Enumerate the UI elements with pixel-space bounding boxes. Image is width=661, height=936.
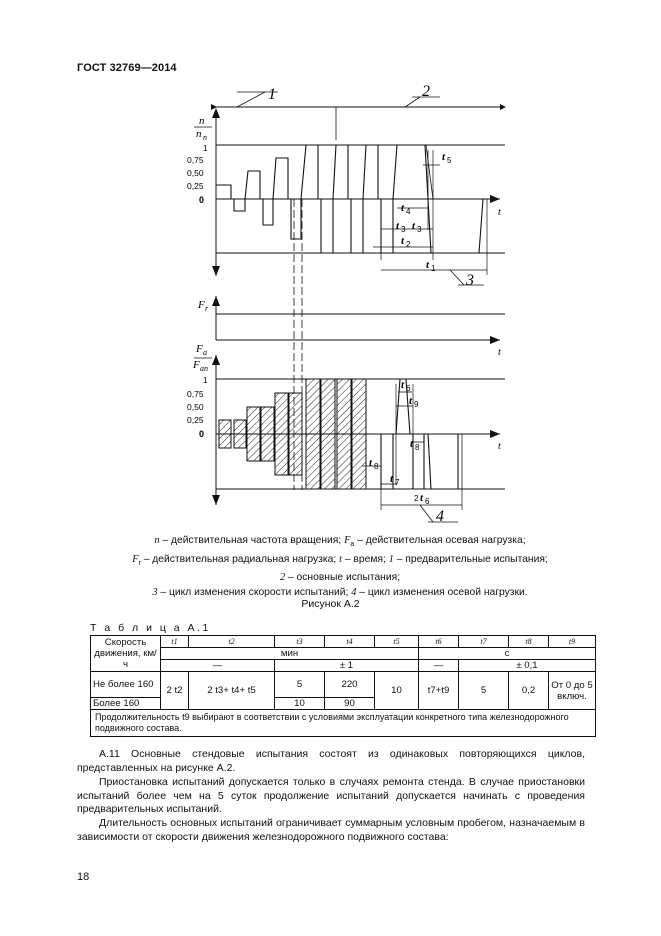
paragraph-a11: А.11 Основные стендовые испытания состоят из одинаковых повторяющихся циклов, представленных на рисунке А.2. xyxy=(77,748,585,774)
bottom-tick-0: 0 xyxy=(199,429,205,439)
tol-pm01: ± 0,1 xyxy=(459,660,596,672)
t5-sub: 5 xyxy=(447,156,452,165)
bottom-tick-1: 1 xyxy=(203,375,208,385)
bottom-tick-075: 0,75 xyxy=(187,389,204,399)
t4-sub: 4 xyxy=(406,207,411,216)
tol-pm1: ± 1 xyxy=(275,660,419,672)
speed-header: Скорость движения, км/ч xyxy=(91,636,161,672)
col-t2: t2 xyxy=(189,636,275,648)
top-ylabel-num: n xyxy=(199,115,205,127)
t6x2-sub: 6 xyxy=(425,497,430,506)
t1-label: t xyxy=(426,259,430,271)
unit-min: мин xyxy=(161,648,419,660)
t7-label: t xyxy=(390,473,394,485)
col-t9: t9 xyxy=(549,636,596,648)
t6-sub: 6 xyxy=(406,384,411,393)
top-tick-050: 0,50 xyxy=(187,168,204,178)
bottom-ylabel-num: F xyxy=(196,343,203,355)
t8b-label: t xyxy=(410,438,414,450)
t3b-sub: 3 xyxy=(417,225,422,234)
callout-3: 3 xyxy=(466,272,474,289)
axial-load-blocks xyxy=(219,379,366,489)
t8a-label: t xyxy=(369,457,373,469)
unit-s: с xyxy=(419,648,596,660)
legend-line-2: $F_r$ – действительная радиальная нагрузка; t – время; 1 – предварительные испытания; xyxy=(132,553,548,567)
top-tick-075: 0,75 xyxy=(187,155,204,165)
t1-sub: 1 xyxy=(431,264,436,273)
bottom-ylabel-num-sub: a xyxy=(203,348,207,357)
t8b-sub: 8 xyxy=(415,443,420,452)
bottom-t-label: t xyxy=(498,441,501,452)
top-tick-1: 1 xyxy=(203,143,208,153)
legend-line-4: 3 – цикл изменения скорости испытаний; 4 – цикл изменения осевой нагрузки. xyxy=(152,586,528,598)
t6x2-prefix: 2 xyxy=(414,494,419,503)
figure-legend xyxy=(60,534,620,600)
t9-label: t xyxy=(409,395,413,407)
t5-label: t xyxy=(442,151,446,163)
t8a-sub: 8 xyxy=(374,462,379,471)
tol-dash-2: — xyxy=(419,660,459,672)
col-t8: t8 xyxy=(509,636,549,648)
callout-4: 4 xyxy=(436,508,444,525)
col-t4: t4 xyxy=(325,636,375,648)
bottom-ylabel-den: F xyxy=(193,359,200,371)
col-t7: t7 xyxy=(459,636,509,648)
mid-ylabel-sub: r xyxy=(205,304,209,313)
table-note: Продолжительность t9 выбирают в соответствии с условиями эксплуатации конкретного типа железнодорожного подвижного состава. xyxy=(91,710,596,737)
mid-t-label: t xyxy=(498,347,501,358)
callout-1: 1 xyxy=(268,86,276,103)
bottom-tick-050: 0,50 xyxy=(187,402,204,412)
table-row: Не более 160 2 t2 2 t3+ t4+ t5 5 220 10 t7+t9 5 0,2 От 0 до 5 включ. xyxy=(91,672,596,698)
legend-line-1: n – действительная частота вращения; $F_a$ – действительная осевая нагрузка; xyxy=(154,535,526,549)
table-row: Более 160 10 90 xyxy=(91,698,596,710)
t3b-label: t xyxy=(412,220,416,232)
t3a-sub: 3 xyxy=(401,225,406,234)
t6-label: t xyxy=(401,379,405,391)
top-ylabel-den: n xyxy=(196,128,202,140)
t6x2-label: t xyxy=(420,492,424,504)
t2-label: t xyxy=(401,235,405,247)
t7-sub: 7 xyxy=(395,478,400,487)
tol-dash-1: — xyxy=(161,660,275,672)
table-a1 xyxy=(90,635,596,737)
figure-caption: Рисунок А.2 xyxy=(301,598,360,610)
t3a-label: t xyxy=(396,220,400,232)
bottom-ylabel-den-sub: an xyxy=(200,364,208,373)
legend-line-3: 2 – основные испытания; xyxy=(279,572,401,584)
top-ylabel-den-sub: п xyxy=(203,133,207,142)
top-tick-0: 0 xyxy=(199,195,205,205)
document-header: ГОСТ 32769—2014 xyxy=(77,62,177,74)
table-caption: Т а б л и ц а А.1 xyxy=(90,622,211,634)
top-t-label: t xyxy=(498,207,501,218)
bottom-tick-025: 0,25 xyxy=(187,415,204,425)
callout-2: 2 xyxy=(422,83,430,100)
col-t1: t1 xyxy=(161,636,189,648)
t2-sub: 2 xyxy=(406,240,411,249)
t4-label: t xyxy=(401,202,405,214)
paragraph-duration: Длительность основных испытаний ограничивает суммарным условным пробегом, назначаемым в зависимости от скорости движения железнодорожного подвижного состава: xyxy=(77,817,585,843)
col-t5: t5 xyxy=(375,636,419,648)
t9-sub: 9 xyxy=(414,400,419,409)
col-t6: t6 xyxy=(419,636,459,648)
col-t3: t3 xyxy=(275,636,325,648)
top-tick-025: 0,25 xyxy=(187,181,204,191)
page-number: 18 xyxy=(77,871,90,883)
paragraph-suspension: Приостановка испытаний допускается только в случаях ремонта стенда. В случае приостановки испытаний более чем на 5 суток продолжение испытаний допускается начинать с проведения предварительных испытаний. xyxy=(77,776,585,815)
mid-ylabel: F xyxy=(198,299,205,311)
